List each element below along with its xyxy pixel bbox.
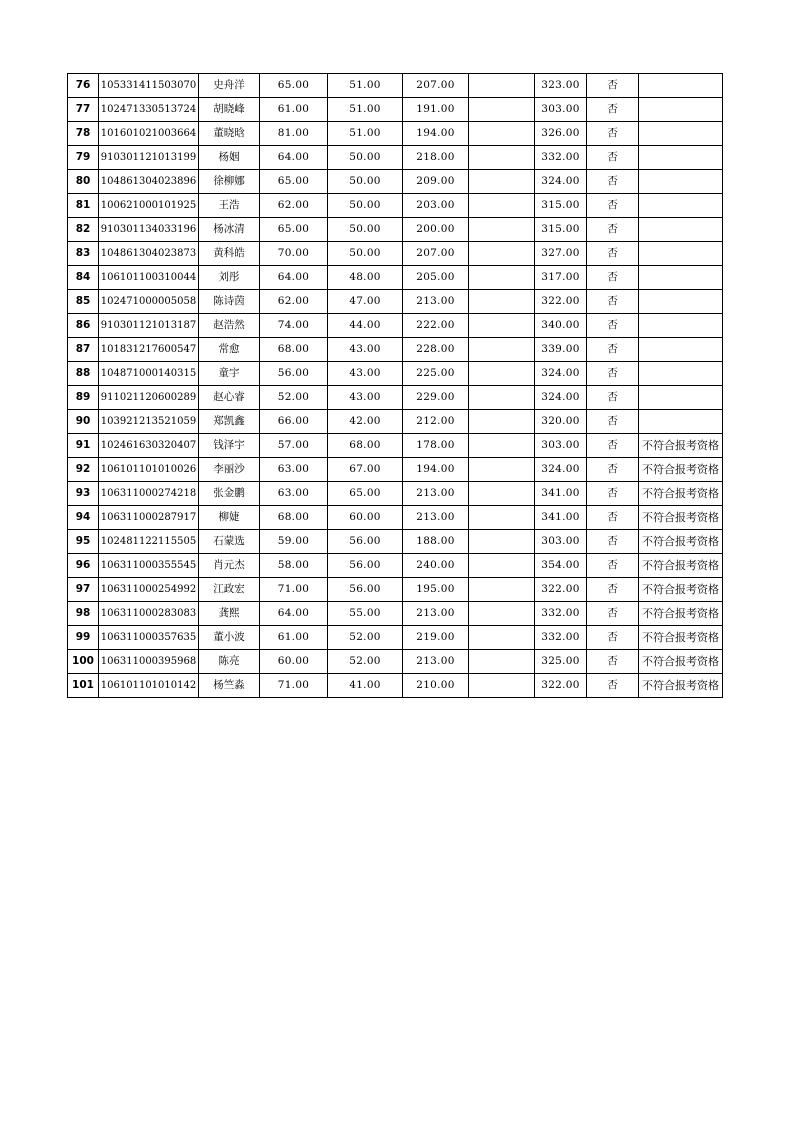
admit-flag-cell: 否 — [587, 98, 639, 122]
candidate-id-cell: 101831217600547 — [99, 338, 199, 362]
total-score-cell: 327.00 — [535, 242, 587, 266]
table-row — [68, 170, 723, 194]
candidate-id-cell: 106311000357635 — [99, 626, 199, 650]
row-number-cell: 100 — [68, 650, 99, 674]
score-2-cell: 50.00 — [328, 194, 403, 218]
score-2-cell: 51.00 — [328, 122, 403, 146]
row-number-cell: 88 — [68, 362, 99, 386]
score-4-cell — [469, 482, 535, 506]
total-score-cell: 354.00 — [535, 554, 587, 578]
admit-flag-cell: 否 — [587, 314, 639, 338]
candidate-id-cell: 106311000254992 — [99, 578, 199, 602]
row-number-cell: 101 — [68, 674, 99, 698]
candidate-id-cell: 102461630320407 — [99, 434, 199, 458]
admit-flag-cell: 否 — [587, 674, 639, 698]
score-3-cell: 195.00 — [403, 578, 469, 602]
candidate-name-cell: 龚熙 — [199, 602, 260, 626]
score-4-cell — [469, 362, 535, 386]
score-1-cell: 60.00 — [260, 650, 328, 674]
row-number-cell: 95 — [68, 530, 99, 554]
remark-cell: 不符合报考资格 — [639, 602, 723, 626]
candidate-name-cell: 常愈 — [199, 338, 260, 362]
score-3-cell: 213.00 — [403, 602, 469, 626]
score-2-cell: 52.00 — [328, 650, 403, 674]
score-4-cell — [469, 194, 535, 218]
score-3-cell: 188.00 — [403, 530, 469, 554]
candidate-id-cell: 911021120600289 — [99, 386, 199, 410]
score-1-cell: 64.00 — [260, 146, 328, 170]
admit-flag-cell: 否 — [587, 386, 639, 410]
score-4-cell — [469, 650, 535, 674]
candidate-id-cell: 105331411503070 — [99, 74, 199, 98]
score-3-cell: 203.00 — [403, 194, 469, 218]
total-score-cell: 324.00 — [535, 458, 587, 482]
score-2-cell: 51.00 — [328, 98, 403, 122]
score-4-cell — [469, 458, 535, 482]
candidate-name-cell: 赵心睿 — [199, 386, 260, 410]
remark-cell: 不符合报考资格 — [639, 626, 723, 650]
score-1-cell: 65.00 — [260, 218, 328, 242]
score-4-cell — [469, 122, 535, 146]
score-4-cell — [469, 602, 535, 626]
candidate-id-cell: 101601021003664 — [99, 122, 199, 146]
total-score-cell: 317.00 — [535, 266, 587, 290]
remark-cell — [639, 74, 723, 98]
candidate-name-cell: 胡晓峰 — [199, 98, 260, 122]
row-number-cell: 89 — [68, 386, 99, 410]
row-number-cell: 82 — [68, 218, 99, 242]
row-number-cell: 92 — [68, 458, 99, 482]
remark-cell — [639, 266, 723, 290]
remark-cell — [639, 194, 723, 218]
score-4-cell — [469, 578, 535, 602]
score-3-cell: 200.00 — [403, 218, 469, 242]
candidate-name-cell: 张金鹏 — [199, 482, 260, 506]
row-number-cell: 85 — [68, 290, 99, 314]
total-score-cell: 332.00 — [535, 602, 587, 626]
score-2-cell: 50.00 — [328, 170, 403, 194]
table-row — [68, 506, 723, 530]
remark-cell: 不符合报考资格 — [639, 458, 723, 482]
table-row — [68, 242, 723, 266]
score-1-cell: 70.00 — [260, 242, 328, 266]
score-2-cell: 55.00 — [328, 602, 403, 626]
score-3-cell: 207.00 — [403, 242, 469, 266]
score-3-cell: 178.00 — [403, 434, 469, 458]
table-row — [68, 578, 723, 602]
score-3-cell: 191.00 — [403, 98, 469, 122]
table-row — [68, 530, 723, 554]
candidate-name-cell: 董晓晗 — [199, 122, 260, 146]
score-3-cell: 194.00 — [403, 122, 469, 146]
candidate-name-cell: 杨姻 — [199, 146, 260, 170]
table-row — [68, 266, 723, 290]
admit-flag-cell: 否 — [587, 170, 639, 194]
total-score-cell: 303.00 — [535, 434, 587, 458]
score-3-cell: 228.00 — [403, 338, 469, 362]
remark-cell: 不符合报考资格 — [639, 674, 723, 698]
score-1-cell: 58.00 — [260, 554, 328, 578]
score-4-cell — [469, 506, 535, 530]
score-2-cell: 43.00 — [328, 386, 403, 410]
candidate-id-cell: 106311000355545 — [99, 554, 199, 578]
row-number-cell: 80 — [68, 170, 99, 194]
score-3-cell: 212.00 — [403, 410, 469, 434]
candidate-id-cell: 106311000283083 — [99, 602, 199, 626]
score-1-cell: 65.00 — [260, 170, 328, 194]
score-2-cell: 68.00 — [328, 434, 403, 458]
remark-cell — [639, 410, 723, 434]
score-3-cell: 210.00 — [403, 674, 469, 698]
admit-flag-cell: 否 — [587, 242, 639, 266]
remark-cell — [639, 242, 723, 266]
score-1-cell: 81.00 — [260, 122, 328, 146]
score-2-cell: 56.00 — [328, 578, 403, 602]
row-number-cell: 79 — [68, 146, 99, 170]
candidate-name-cell: 王浩 — [199, 194, 260, 218]
admit-flag-cell: 否 — [587, 434, 639, 458]
score-4-cell — [469, 554, 535, 578]
row-number-cell: 91 — [68, 434, 99, 458]
score-4-cell — [469, 410, 535, 434]
total-score-cell: 324.00 — [535, 362, 587, 386]
remark-cell — [639, 338, 723, 362]
candidate-name-cell: 江政宏 — [199, 578, 260, 602]
score-table — [67, 73, 723, 698]
total-score-cell: 320.00 — [535, 410, 587, 434]
remark-cell — [639, 290, 723, 314]
score-1-cell: 63.00 — [260, 482, 328, 506]
remark-cell — [639, 146, 723, 170]
admit-flag-cell: 否 — [587, 626, 639, 650]
candidate-name-cell: 刘彤 — [199, 266, 260, 290]
score-1-cell: 64.00 — [260, 266, 328, 290]
admit-flag-cell: 否 — [587, 530, 639, 554]
table-row — [68, 650, 723, 674]
admit-flag-cell: 否 — [587, 194, 639, 218]
score-2-cell: 44.00 — [328, 314, 403, 338]
score-2-cell: 51.00 — [328, 74, 403, 98]
row-number-cell: 94 — [68, 506, 99, 530]
row-number-cell: 98 — [68, 602, 99, 626]
table-row — [68, 434, 723, 458]
candidate-id-cell: 106101100310044 — [99, 266, 199, 290]
candidate-name-cell: 赵浩然 — [199, 314, 260, 338]
row-number-cell: 78 — [68, 122, 99, 146]
total-score-cell: 303.00 — [535, 98, 587, 122]
admit-flag-cell: 否 — [587, 266, 639, 290]
total-score-cell: 332.00 — [535, 146, 587, 170]
row-number-cell: 90 — [68, 410, 99, 434]
candidate-id-cell: 102481122115505 — [99, 530, 199, 554]
score-3-cell: 240.00 — [403, 554, 469, 578]
admit-flag-cell: 否 — [587, 482, 639, 506]
score-4-cell — [469, 170, 535, 194]
admit-flag-cell: 否 — [587, 650, 639, 674]
candidate-id-cell: 102471330513724 — [99, 98, 199, 122]
score-1-cell: 74.00 — [260, 314, 328, 338]
total-score-cell: 340.00 — [535, 314, 587, 338]
total-score-cell: 315.00 — [535, 194, 587, 218]
table-row — [68, 146, 723, 170]
admit-flag-cell: 否 — [587, 122, 639, 146]
candidate-name-cell: 杨冰清 — [199, 218, 260, 242]
remark-cell: 不符合报考资格 — [639, 578, 723, 602]
remark-cell: 不符合报考资格 — [639, 530, 723, 554]
total-score-cell: 315.00 — [535, 218, 587, 242]
remark-cell — [639, 98, 723, 122]
score-3-cell: 225.00 — [403, 362, 469, 386]
admit-flag-cell: 否 — [587, 506, 639, 530]
table-row — [68, 458, 723, 482]
score-1-cell: 52.00 — [260, 386, 328, 410]
score-1-cell: 68.00 — [260, 338, 328, 362]
score-3-cell: 213.00 — [403, 650, 469, 674]
admit-flag-cell: 否 — [587, 74, 639, 98]
score-4-cell — [469, 146, 535, 170]
candidate-name-cell: 郑凯鑫 — [199, 410, 260, 434]
score-1-cell: 68.00 — [260, 506, 328, 530]
table-row — [68, 98, 723, 122]
score-2-cell: 65.00 — [328, 482, 403, 506]
admit-flag-cell: 否 — [587, 554, 639, 578]
candidate-id-cell: 102471000005058 — [99, 290, 199, 314]
table-row — [68, 194, 723, 218]
remark-cell: 不符合报考资格 — [639, 434, 723, 458]
score-2-cell: 41.00 — [328, 674, 403, 698]
score-2-cell: 42.00 — [328, 410, 403, 434]
admit-flag-cell: 否 — [587, 362, 639, 386]
total-score-cell: 322.00 — [535, 290, 587, 314]
table-row — [68, 482, 723, 506]
score-3-cell: 222.00 — [403, 314, 469, 338]
remark-cell: 不符合报考资格 — [639, 506, 723, 530]
score-4-cell — [469, 530, 535, 554]
score-3-cell: 194.00 — [403, 458, 469, 482]
candidate-name-cell: 石蒙选 — [199, 530, 260, 554]
score-1-cell: 64.00 — [260, 602, 328, 626]
row-number-cell: 84 — [68, 266, 99, 290]
candidate-id-cell: 100621000101925 — [99, 194, 199, 218]
score-1-cell: 71.00 — [260, 578, 328, 602]
score-1-cell: 71.00 — [260, 674, 328, 698]
admit-flag-cell: 否 — [587, 290, 639, 314]
remark-cell — [639, 122, 723, 146]
score-2-cell: 50.00 — [328, 242, 403, 266]
score-1-cell: 65.00 — [260, 74, 328, 98]
table-row — [68, 314, 723, 338]
score-1-cell: 59.00 — [260, 530, 328, 554]
score-4-cell — [469, 74, 535, 98]
score-1-cell: 63.00 — [260, 458, 328, 482]
candidate-id-cell: 104861304023896 — [99, 170, 199, 194]
score-3-cell: 207.00 — [403, 74, 469, 98]
candidate-name-cell: 肖元杰 — [199, 554, 260, 578]
remark-cell — [639, 386, 723, 410]
score-4-cell — [469, 434, 535, 458]
score-3-cell: 213.00 — [403, 506, 469, 530]
candidate-name-cell: 徐柳娜 — [199, 170, 260, 194]
remark-cell — [639, 362, 723, 386]
score-2-cell: 56.00 — [328, 530, 403, 554]
table-row — [68, 386, 723, 410]
total-score-cell: 325.00 — [535, 650, 587, 674]
remark-cell — [639, 314, 723, 338]
candidate-id-cell: 104871000140315 — [99, 362, 199, 386]
row-number-cell: 86 — [68, 314, 99, 338]
score-2-cell: 43.00 — [328, 362, 403, 386]
score-2-cell: 50.00 — [328, 146, 403, 170]
row-number-cell: 81 — [68, 194, 99, 218]
total-score-cell: 324.00 — [535, 386, 587, 410]
score-1-cell: 57.00 — [260, 434, 328, 458]
score-4-cell — [469, 266, 535, 290]
table-row — [68, 218, 723, 242]
candidate-name-cell: 钱泽宇 — [199, 434, 260, 458]
admit-flag-cell: 否 — [587, 458, 639, 482]
score-3-cell: 213.00 — [403, 482, 469, 506]
table-row — [68, 674, 723, 698]
candidate-name-cell: 董小波 — [199, 626, 260, 650]
remark-cell: 不符合报考资格 — [639, 650, 723, 674]
table-row — [68, 290, 723, 314]
admit-flag-cell: 否 — [587, 338, 639, 362]
score-3-cell: 218.00 — [403, 146, 469, 170]
admit-flag-cell: 否 — [587, 410, 639, 434]
candidate-id-cell: 106101101010026 — [99, 458, 199, 482]
score-1-cell: 61.00 — [260, 98, 328, 122]
total-score-cell: 324.00 — [535, 170, 587, 194]
score-4-cell — [469, 98, 535, 122]
score-3-cell: 213.00 — [403, 290, 469, 314]
candidate-id-cell: 103921213521059 — [99, 410, 199, 434]
row-number-cell: 83 — [68, 242, 99, 266]
score-2-cell: 47.00 — [328, 290, 403, 314]
admit-flag-cell: 否 — [587, 218, 639, 242]
score-3-cell: 219.00 — [403, 626, 469, 650]
candidate-id-cell: 910301121013199 — [99, 146, 199, 170]
score-4-cell — [469, 338, 535, 362]
score-4-cell — [469, 218, 535, 242]
remark-cell: 不符合报考资格 — [639, 554, 723, 578]
remark-cell — [639, 170, 723, 194]
table-row — [68, 122, 723, 146]
remark-cell: 不符合报考资格 — [639, 482, 723, 506]
score-1-cell: 62.00 — [260, 290, 328, 314]
candidate-name-cell: 杨竺淼 — [199, 674, 260, 698]
candidate-name-cell: 史舟洋 — [199, 74, 260, 98]
score-1-cell: 66.00 — [260, 410, 328, 434]
admit-flag-cell: 否 — [587, 146, 639, 170]
candidate-id-cell: 106311000274218 — [99, 482, 199, 506]
total-score-cell: 326.00 — [535, 122, 587, 146]
table-row — [68, 410, 723, 434]
candidate-id-cell: 106311000395968 — [99, 650, 199, 674]
row-number-cell: 87 — [68, 338, 99, 362]
row-number-cell: 99 — [68, 626, 99, 650]
candidate-name-cell: 柳婕 — [199, 506, 260, 530]
score-2-cell: 48.00 — [328, 266, 403, 290]
candidate-name-cell: 陈亮 — [199, 650, 260, 674]
candidate-name-cell: 陈诗茵 — [199, 290, 260, 314]
remark-cell — [639, 218, 723, 242]
candidate-name-cell: 童宇 — [199, 362, 260, 386]
candidate-name-cell: 李丽沙 — [199, 458, 260, 482]
total-score-cell: 322.00 — [535, 578, 587, 602]
score-4-cell — [469, 242, 535, 266]
total-score-cell: 303.00 — [535, 530, 587, 554]
score-2-cell: 52.00 — [328, 626, 403, 650]
candidate-id-cell: 106101101010142 — [99, 674, 199, 698]
total-score-cell: 332.00 — [535, 626, 587, 650]
total-score-cell: 339.00 — [535, 338, 587, 362]
score-3-cell: 229.00 — [403, 386, 469, 410]
score-2-cell: 43.00 — [328, 338, 403, 362]
total-score-cell: 323.00 — [535, 74, 587, 98]
score-1-cell: 56.00 — [260, 362, 328, 386]
score-1-cell: 61.00 — [260, 626, 328, 650]
score-2-cell: 56.00 — [328, 554, 403, 578]
row-number-cell: 93 — [68, 482, 99, 506]
total-score-cell: 341.00 — [535, 482, 587, 506]
score-4-cell — [469, 290, 535, 314]
total-score-cell: 341.00 — [535, 506, 587, 530]
admit-flag-cell: 否 — [587, 578, 639, 602]
score-table-body — [68, 74, 723, 698]
admit-flag-cell: 否 — [587, 602, 639, 626]
score-3-cell: 205.00 — [403, 266, 469, 290]
score-4-cell — [469, 674, 535, 698]
score-3-cell: 209.00 — [403, 170, 469, 194]
table-row — [68, 362, 723, 386]
row-number-cell: 77 — [68, 98, 99, 122]
candidate-id-cell: 104861304023873 — [99, 242, 199, 266]
row-number-cell: 97 — [68, 578, 99, 602]
score-2-cell: 67.00 — [328, 458, 403, 482]
table-row — [68, 74, 723, 98]
score-2-cell: 60.00 — [328, 506, 403, 530]
score-4-cell — [469, 626, 535, 650]
score-4-cell — [469, 314, 535, 338]
row-number-cell: 76 — [68, 74, 99, 98]
candidate-id-cell: 910301134033196 — [99, 218, 199, 242]
candidate-id-cell: 106311000287917 — [99, 506, 199, 530]
table-row — [68, 338, 723, 362]
score-1-cell: 62.00 — [260, 194, 328, 218]
score-4-cell — [469, 386, 535, 410]
total-score-cell: 322.00 — [535, 674, 587, 698]
row-number-cell: 96 — [68, 554, 99, 578]
table-row — [68, 626, 723, 650]
score-2-cell: 50.00 — [328, 218, 403, 242]
table-row — [68, 554, 723, 578]
candidate-name-cell: 黄科皓 — [199, 242, 260, 266]
candidate-id-cell: 910301121013187 — [99, 314, 199, 338]
table-row — [68, 602, 723, 626]
